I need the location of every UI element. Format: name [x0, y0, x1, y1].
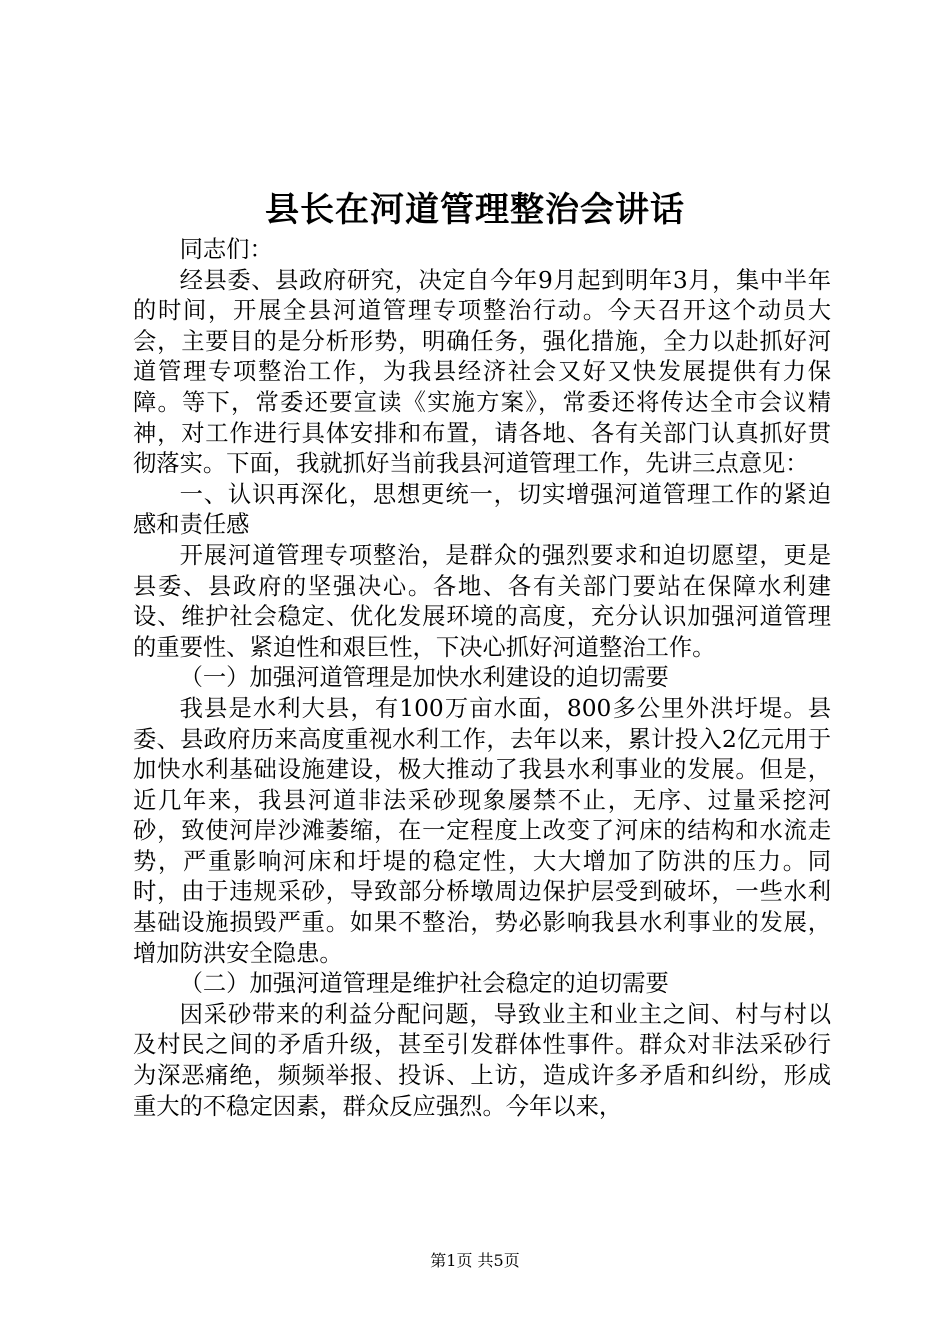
section-heading: 一、认识再深化，思想更统一，切实增强河道管理工作的紧迫感和责任感	[133, 480, 831, 539]
subsection-heading: （二）加强河道管理是维护社会稳定的迫切需要	[179, 970, 669, 998]
paragraph: 我县是水利大县，有100万亩水面，800多公里外洪圩堤。县委、县政府历来高度重视水利工作，去年以来，累计投入2亿元用于加快水利基础设施建设，极大推动了我县水利事业的发展。但是，近几年来，我县河道非法采砂现象屡禁不止，无序、过量采挖河砂，致使河岸沙滩萎缩，在一定程度上改变了河床的结构和水流走势，严重影响河床和圩堤的稳定性，大大增加了防洪的压力。同时，由于违规采砂，导致部分桥墩周边保护层受到破坏，一些水利基础设施损毁严重。如果不整治，势必影响我县水利事业的发展，增加防洪安全隐患。	[133, 694, 831, 967]
subsection-heading: （一）加强河道管理是加快水利建设的迫切需要	[179, 664, 669, 692]
paragraph-salutation: 同志们：	[179, 236, 273, 263]
document-title: 县长在河道管理整治会讲话	[265, 190, 685, 230]
paragraph: 因采砂带来的利益分配问题，导致业主和业主之间、村与村以及村民之间的矛盾升级，甚至引发群体性事件。群众对非法采砂行为深恶痛绝，频频举报、投诉、上访，造成许多矛盾和纠纷，形成重大的不稳定因素，群众反应强烈。今年以来，	[133, 1000, 831, 1120]
document-body	[133, 235, 831, 1122]
paragraph: 开展河道管理专项整治，是群众的强烈要求和迫切愿望，更是县委、县政府的坚强决心。各地、各有关部门要站在保障水利建设、维护社会稳定、优化发展环境的高度，充分认识加强河道管理的重要性、紧迫性和艰巨性，下决心抓好河道整治工作。	[133, 541, 831, 661]
paragraph: 经县委、县政府研究，决定自今年9月起到明年3月，集中半年的时间，开展全县河道管理专项整治行动。今天召开这个动员大会，主要目的是分析形势，明确任务，强化措施，全力以赴抓好河道管理专项整治工作，为我县经济社会又好又快发展提供有力保障。等下，常委还要宣读《实施方案》，常委还将传达全市会议精神，对工作进行具体安排和布置，请各地、各有关部门认真抓好贯彻落实。下面，我就抓好当前我县河道管理工作，先讲三点意见：	[133, 266, 831, 478]
page-footer: 第1页 共5页	[430, 1251, 520, 1270]
